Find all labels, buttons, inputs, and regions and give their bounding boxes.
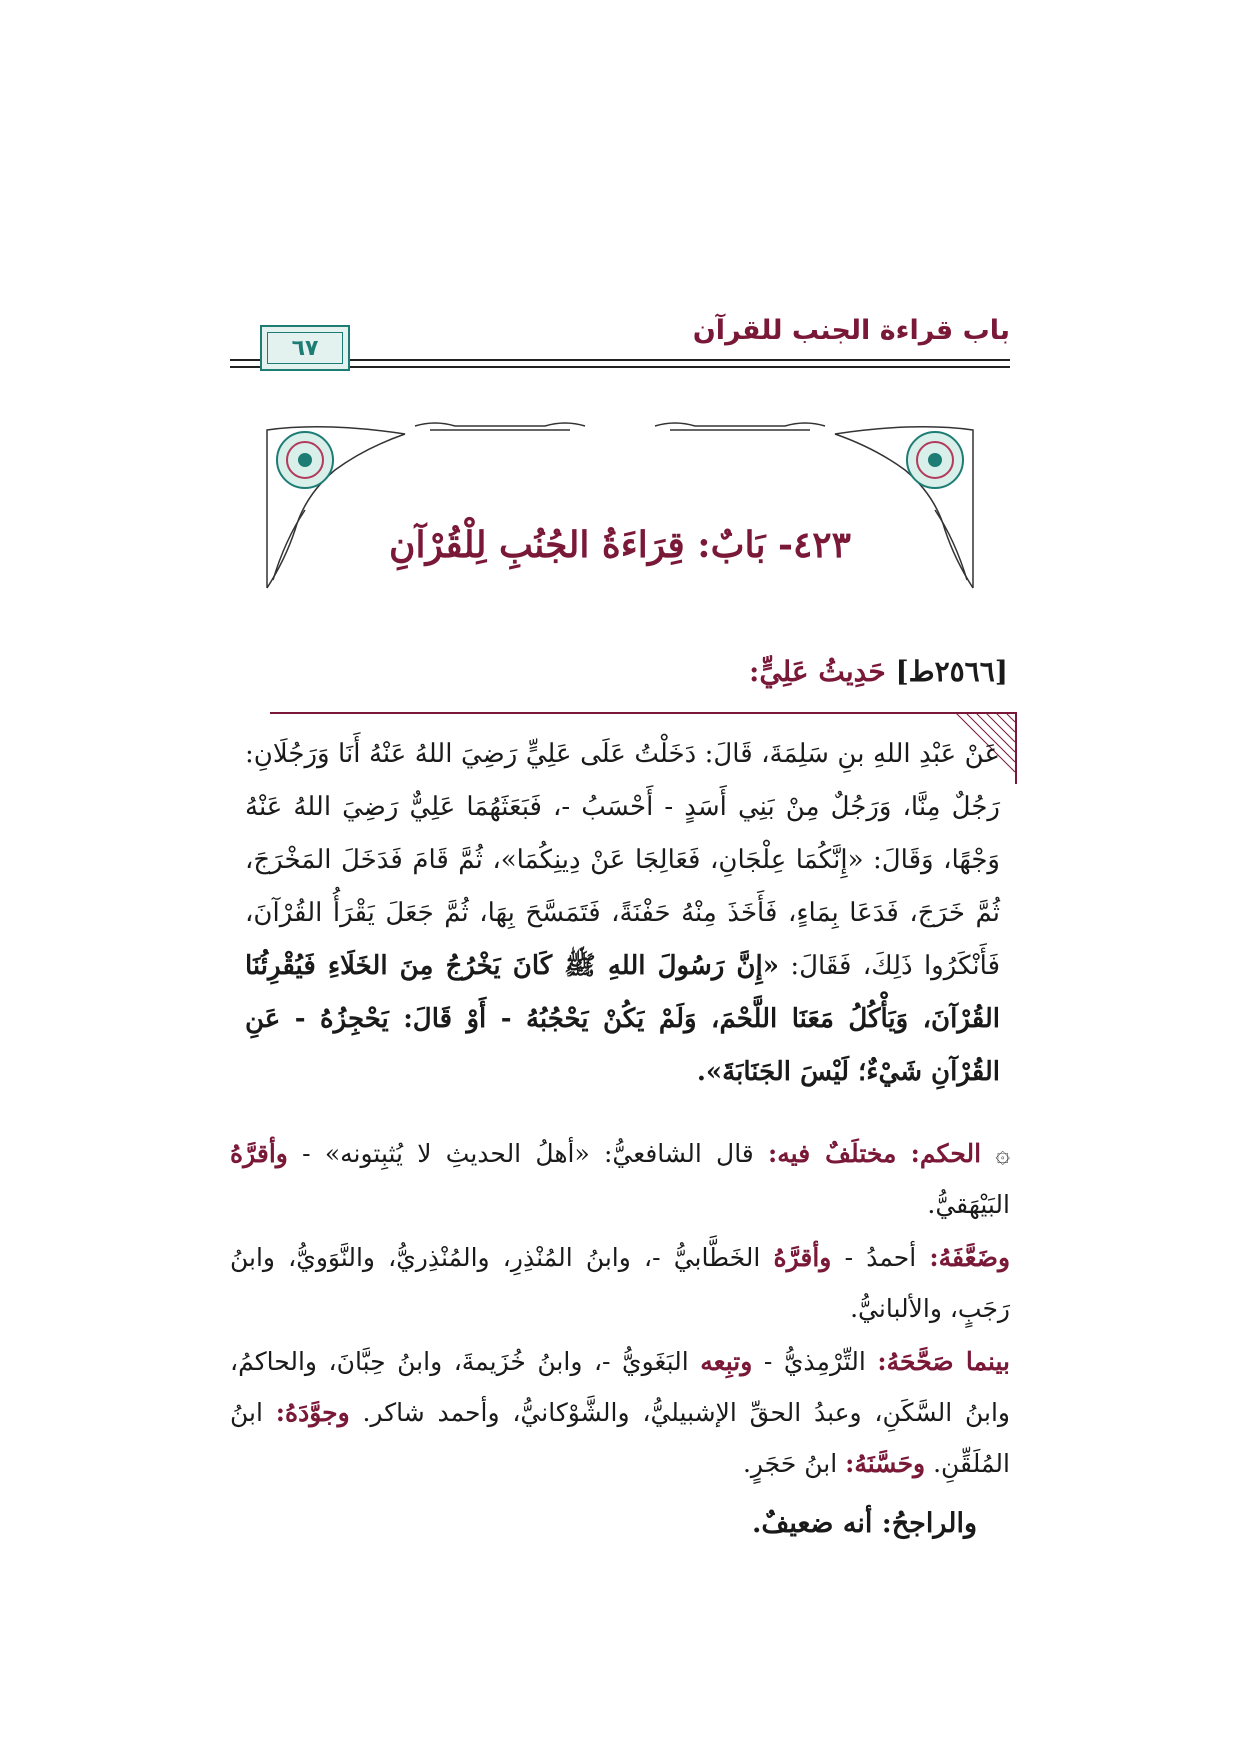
weakened-text-2: الخَطَّابيُّ -، وابنُ المُنْذِرِ، والمُنْذِريُّ، والنَّوَويُّ، وابنُ رَجَبٍ، والألبانيُّ. (230, 1243, 1010, 1323)
authenticated-section (230, 1336, 1010, 1489)
page-header (230, 315, 1010, 385)
hadith-text (245, 728, 1000, 1099)
ruling-icon: ۞ (995, 1139, 1010, 1168)
authenticated-label-4: وحَسَّنَهُ: (845, 1449, 926, 1478)
ruling-verdict: مختلَفٌ فيه: (768, 1139, 897, 1168)
page-number: ٦٧ (267, 332, 343, 364)
ruling-section (230, 1128, 1010, 1230)
hadith-title: حَدِيثُ عَلِيٍّ: (748, 655, 886, 688)
authenticated-text-2: البَغَويُّ -، وابنُ خُزَيمةَ، وابنُ حِبَّانَ، والحاكمُ، وابنُ السَّكَنِ، وعبدُ الحقِّ الإشبيليُّ، والشَّوْكانيُّ، وأحمد شاكر. (230, 1347, 1010, 1427)
chapter-heading-frame (265, 420, 975, 590)
chapter-title: ٤٢٣- بَابٌ: قِرَاءَةُ الجُنُبِ لِلْقُرْآنِ (389, 524, 851, 566)
hadith-heading (749, 655, 1008, 688)
authenticated-text-3: ابنُ المُلَقِّنِ. (230, 1398, 1010, 1478)
weakened-section (230, 1232, 1010, 1334)
conclusion: والراجحُ: أنه ضعيفٌ. (752, 1508, 977, 1539)
ruling-label: الحكم: (910, 1139, 982, 1168)
authenticated-label-3: وجوَّدَهُ: (275, 1398, 350, 1427)
hadith-text-plain: عَنْ عَبْدِ اللهِ بنِ سَلِمَةَ، قَالَ: دَخَلْتُ عَلَى عَلِيٍّ رَضِيَ اللهُ عَنْهُ أَنَا وَرَجُلَانِ: رَجُلٌ مِنَّا، وَرَجُلٌ مِنْ بَنِي أَسَدٍ - أَحْسَبُ -، فَبَعَثَهُمَا عَلِيٌّ رَضِيَ اللهُ عَنْهُ وَجْهًا، وَقَالَ: «إِنَّكُمَا عِلْجَانِ، فَعَالِجَا عَنْ دِينِكُمَا»، ثُمَّ قَامَ فَدَخَلَ المَخْرَجَ، ثُمَّ خَرَجَ، فَدَعَا بِمَاءٍ، فَأَخَذَ مِنْهُ حَفْنَةً، فَتَمَسَّحَ بِهَا، ثُمَّ جَعَلَ يَقْرَأُ القُرْآنَ، فَأَنْكَرُوا ذَلِكَ، فَقَالَ: (245, 739, 1001, 981)
weakened-text-1: أحمدُ - (844, 1243, 917, 1272)
weakened-label-2: وأقرَّهُ (773, 1243, 832, 1272)
authenticated-text-4: ابنُ حَجَرٍ. (742, 1449, 838, 1478)
authenticated-text-1: التِّرْمِذيُّ - (763, 1347, 866, 1376)
hadith-reference: [٢٥٦٦ط] (895, 655, 1008, 688)
authenticated-label-2: وتبِعه (700, 1347, 753, 1376)
page-number-box (260, 325, 350, 371)
authenticated-label: بينما صَحَّحَهُ: (877, 1347, 1010, 1376)
ruling-text: قال الشافعيُّ: «أهلُ الحديثِ لا يُثبِتونه» - (302, 1139, 754, 1168)
ruling-endorse-name: البَيْهَقيُّ. (927, 1190, 1010, 1219)
weakened-label: وضَعَّفَهُ: (929, 1243, 1011, 1272)
running-title: باب قراءة الجنب للقرآن (692, 315, 1010, 346)
ruling-endorse-label: وأقرَّهُ (230, 1139, 288, 1168)
hadith-text-prophetic: «إِنَّ رَسُولَ اللهِ ﷺ كَانَ يَخْرُجُ مِنَ الخَلَاءِ فَيُقْرِئُنَا القُرْآنَ، وَيَأْكُلُ مَعَنَا اللَّحْمَ، وَلَمْ يَكُنْ يَحْجُبُهُ - أَوْ قَالَ: يَحْجِزُهُ - عَنِ القُرْآنِ شَيْءٌ؛ لَيْسَ الجَنَابَةَ». (245, 951, 1000, 1087)
